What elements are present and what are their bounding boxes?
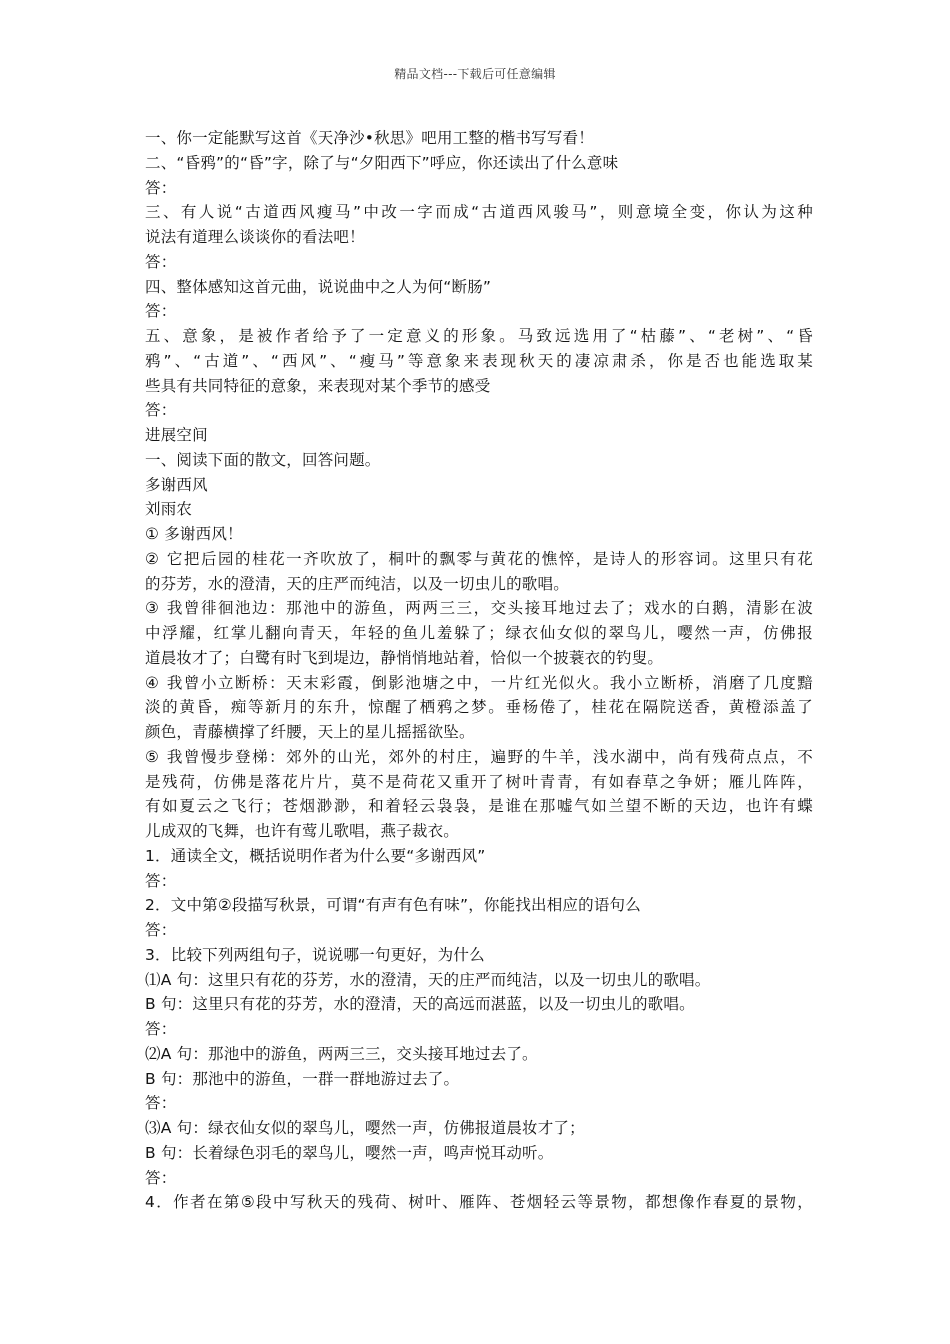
text-line: 刘雨农 (145, 500, 193, 519)
text-line: 答： (145, 401, 177, 420)
text-line: 是残荷，仿佛是落花片片，莫不是荷花又重开了树叶青青，有如春草之争妍；雁儿阵阵， (145, 772, 813, 791)
text-line: 答： (145, 178, 177, 197)
text-line: 答： (145, 1020, 177, 1038)
text-line: 鸦”、“古道”、“西风”、“瘦马”等意象来表现秋天的凄凉肃杀，你是否也能选取某 (145, 351, 813, 370)
text-line: 道晨妆才了；白鹭有时飞到堤边，静悄悄地站着，恰似一个披蓑衣的钓叟。 (145, 648, 664, 667)
text-line: 儿成双的飞舞，也许有莺儿歌唱，燕子裁衣。 (145, 822, 460, 840)
text-line: ④ 我曾小立断桥：天末彩霞，倒影池塘之中，一片红光似火。我小立断桥，消磨了几度黯 (145, 673, 813, 692)
text-line: B 句：那池中的游鱼，一群一群地游过去了。 (145, 1069, 460, 1088)
text-line: ⑴A 句：这里只有花的芬芳，水的澄清，天的庄严而纯洁，以及一切虫儿的歌唱。 (145, 970, 711, 989)
text-line: 一、阅读下面的散文，回答问题。 (145, 450, 381, 469)
text-line: 些具有共同特征的意象，来表现对某个季节的感受 (145, 376, 491, 395)
text-line: ① 多谢西风！ (145, 525, 243, 543)
text-line: 中浮耀，红掌儿翻向青天，年轻的鱼儿羞躲了；绿衣仙女似的翠鸟儿，嘤然一声，仿佛报 (145, 624, 813, 642)
text-line: 的芬芳，水的澄清，天的庄严而纯洁，以及一切虫儿的歌唱。 (145, 574, 569, 593)
text-line: ⑤ 我曾慢步登梯：郊外的山光，郊外的村庄，遍野的牛羊，浅水湖中，尚有残荷点点，不 (145, 747, 813, 766)
document-body (145, 126, 813, 1215)
text-line: 颜色，青藤横撑了纤腰，天上的星儿摇摇欲坠。 (145, 723, 475, 741)
text-line: 淡的黄昏，痴等新月的东升，惊醒了栖鸦之梦。垂杨倦了，桂花在隔院送香，黄橙添盖了 (145, 698, 813, 717)
page-header: 精品文档---下载后可任意编辑 (394, 67, 556, 81)
text-line: 有如夏云之飞行；苍烟渺渺，和着轻云袅袅，是谁在那嘘气如兰望不断的天边，也许有蝶 (145, 797, 813, 816)
text-line: 进展空间 (145, 426, 208, 444)
text-line: 2．文中第②段描写秋景，可谓“有声有色有味”，你能找出相应的语句么 (145, 896, 641, 915)
text-line: 答： (145, 302, 177, 321)
text-line: ② 它把后园的桂花一齐吹放了，桐叶的飘零与黄花的憔悴，是诗人的形容词。这里只有花 (145, 549, 813, 568)
text-line: 答： (145, 871, 177, 890)
text-line: 3．比较下列两组句子，说说哪一句更好，为什么 (145, 945, 485, 964)
text-line: 四、整体感知这首元曲，说说曲中之人为何“断肠” (145, 277, 492, 296)
text-line: 答： (145, 252, 177, 271)
text-line: 二、“昏鸦”的“昏”字，除了与“夕阳西下”呼应，你还读出了什么意味 (145, 153, 619, 172)
text-line: 五、意象，是被作者给予了一定意义的形象。马致远选用了“枯藤”、“老树”、“昏 (145, 327, 813, 345)
text-line: 说法有道理么谈谈你的看法吧！ (145, 228, 365, 246)
text-line: 一、你一定能默写这首《天净沙•秋思》吧用工整的楷书写写看！ (145, 129, 594, 147)
text-line: 答： (145, 921, 177, 939)
text-line: 三、有人说“古道西风瘦马”中改一字而成“古道西风骏马”，则意境全变，你认为这种 (145, 203, 813, 222)
text-line: 1．通读全文，概括说明作者为什么要“多谢西风” (145, 846, 486, 865)
text-line: 4．作者在第⑤段中写秋天的残荷、树叶、雁阵、苍烟轻云等景物，都想像作春夏的景物， (145, 1193, 813, 1212)
text-line: B 句：这里只有花的芬芳，水的澄清，天的高远而湛蓝，以及一切虫儿的歌唱。 (145, 995, 695, 1014)
text-line: 多谢西风 (145, 475, 208, 494)
text-line: ⑵A 句：那池中的游鱼，两两三三，交头接耳地过去了。 (145, 1044, 538, 1063)
text-line: 答： (145, 1094, 177, 1113)
text-line: ③ 我曾徘徊池边：那池中的游鱼，两两三三，交头接耳地过去了；戏水的白鹅，清影在波 (145, 599, 813, 618)
text-line: 答： (145, 1168, 177, 1187)
text-line: ⑶A 句：绿衣仙女似的翠鸟儿，嘤然一声，仿佛报道晨妆才了； (145, 1119, 585, 1137)
text-line: B 句：长着绿色羽毛的翠鸟儿，嘤然一声，鸣声悦耳动听。 (145, 1143, 554, 1162)
